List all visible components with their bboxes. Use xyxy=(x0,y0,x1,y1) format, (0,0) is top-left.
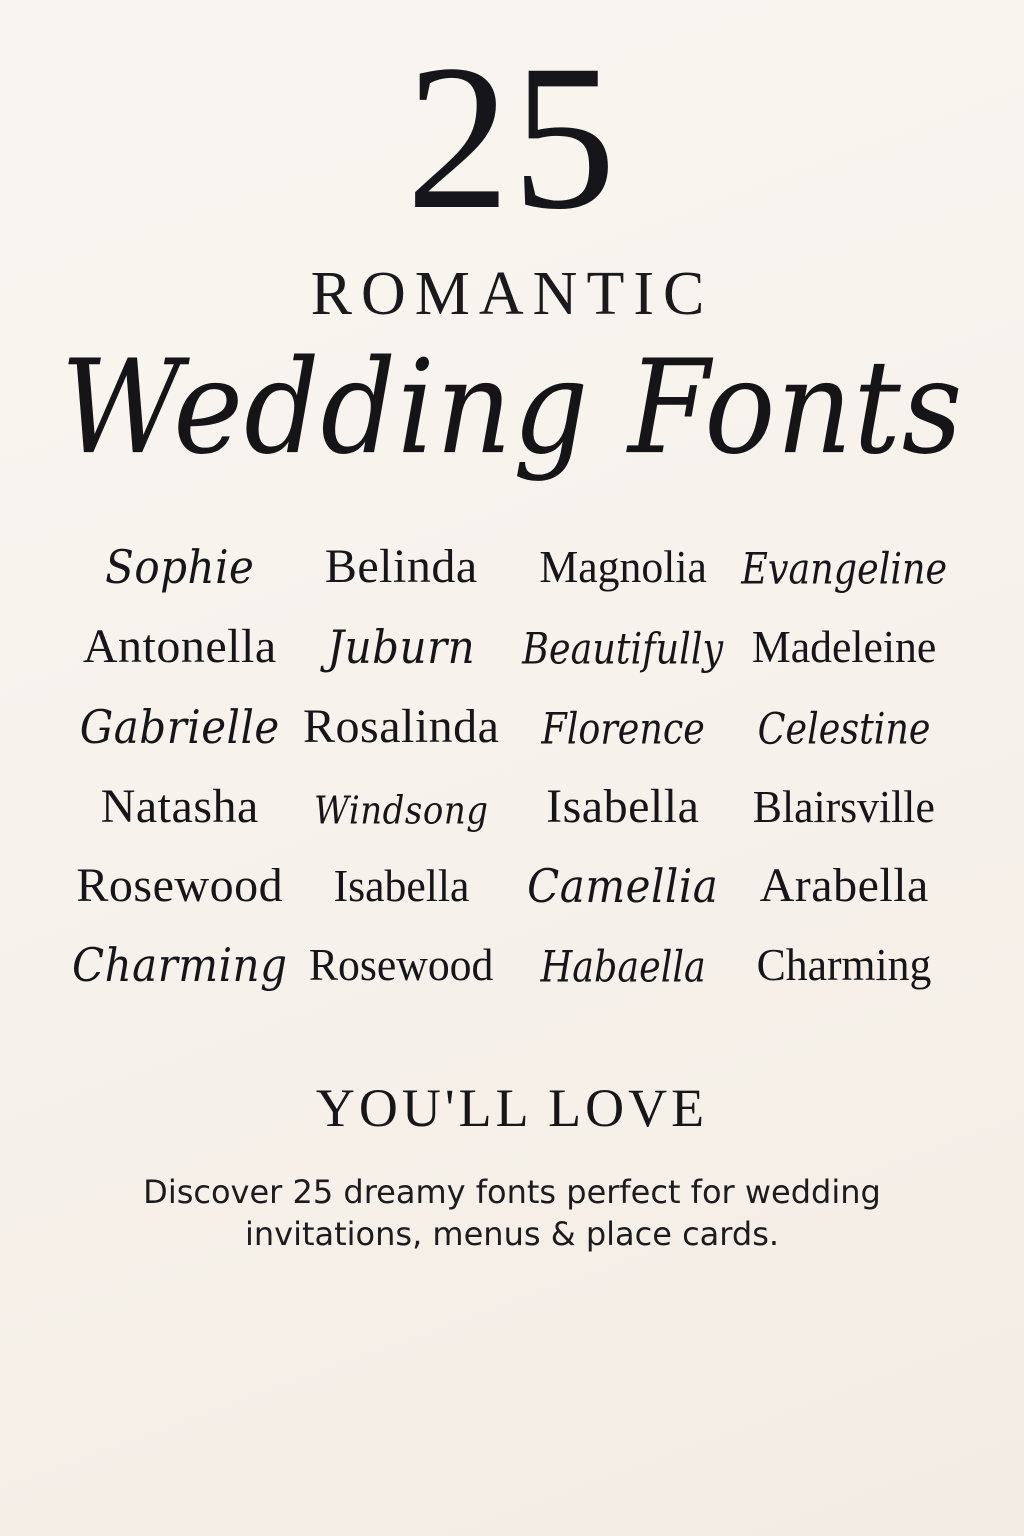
font-sample: Sophie xyxy=(105,541,255,595)
font-sample: Windsong xyxy=(314,787,489,834)
font-sample: Isabella xyxy=(546,779,700,833)
poster-header xyxy=(0,0,1024,484)
font-sample: Blairsville xyxy=(753,780,936,832)
font-sample: Gabrielle xyxy=(79,700,280,754)
font-sample: Natasha xyxy=(100,779,259,833)
font-sample: Habaella xyxy=(540,942,706,992)
font-sample: Charming xyxy=(756,939,932,991)
font-sample: Antonella xyxy=(82,620,277,674)
font-sample: Isabella xyxy=(333,860,470,912)
font-sample: Rosalinda xyxy=(303,699,500,753)
font-sample: Juburn xyxy=(327,621,476,675)
font-sample: Arabella xyxy=(759,859,929,913)
font-sample: Rosewood xyxy=(76,859,284,913)
footer-description: Discover 25 dreamy fonts perfect for wedding invitations, menus & place cards. xyxy=(143,1172,881,1253)
headline-script-title: Wedding Fonts xyxy=(60,331,964,484)
font-sample: Camellia xyxy=(527,860,719,914)
font-sample: Madeleine xyxy=(752,621,937,673)
headline-eyebrow: ROMANTIC xyxy=(310,260,714,329)
font-sample-grid xyxy=(72,540,952,993)
font-sample: Beautifully xyxy=(522,624,724,674)
font-sample: Charming xyxy=(72,939,288,993)
font-sample: Belinda xyxy=(324,540,478,594)
font-sample: Rosewood xyxy=(308,939,494,991)
font-sample: Evangeline xyxy=(741,544,948,594)
font-sample: Florence xyxy=(540,704,705,754)
font-sample: Magnolia xyxy=(539,541,707,593)
headline-number: 25 xyxy=(406,22,618,252)
footer-tagline: YOU'LL LOVE xyxy=(315,1077,709,1138)
font-sample: Celestine xyxy=(757,704,931,754)
